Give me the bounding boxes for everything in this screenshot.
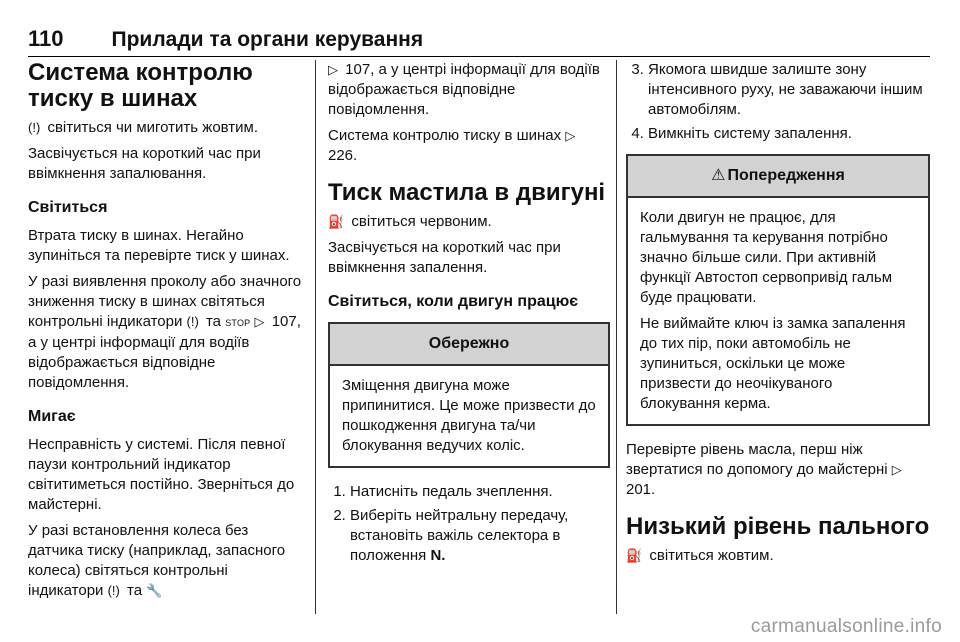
caution-text: Зміщення двигуна може припинитися. Це може призвести до пошкодження двигуна та/чи блокування ведучих коліс.	[342, 377, 596, 454]
service-wrench-icon: 🔧	[146, 583, 163, 598]
warning-box	[626, 154, 930, 426]
tpms-icon: (!)	[28, 120, 41, 135]
page-ref-icon: ▷	[254, 314, 265, 329]
paragraph: Несправність у системі. Після певної паузи контрольний індикатор світитиметься постійно. Зверніться до майстерні.	[28, 436, 295, 513]
paragraph: Засвічується на короткий час при ввімкнення запалення.	[328, 239, 561, 276]
steps-list	[328, 482, 610, 566]
column-2	[328, 60, 610, 570]
subheading-flashing: Мигає	[28, 408, 76, 425]
paragraph: Засвічується на короткий час при ввімкнення запалювання.	[28, 145, 261, 182]
column-divider	[315, 60, 316, 614]
paragraph: Перевірте рівень масла, перш ніж звертатися по допомогу до майстерні ▷ 201.	[626, 441, 902, 498]
page-ref-icon: ▷	[891, 462, 902, 477]
paragraph: ⛽ світиться червоним.	[328, 213, 492, 230]
paragraph: Система контролю тиску в шинах ▷ 226.	[328, 127, 576, 164]
fuel-pump-icon: ⛽	[626, 548, 643, 563]
section-title-oil-pressure: Тиск мастила в двигуні	[328, 179, 606, 206]
watermark: carmanualsonline.info	[750, 616, 942, 637]
paragraph: У разі виявлення проколу або значного зниження тиску в шинах світяться контрольні індикатори (!) та STOP ▷ 107, а у центрі інформації для водіїв відображається відповідне повідомлення.	[28, 273, 302, 391]
column-3	[626, 60, 930, 572]
caution-title: Обережно	[330, 324, 608, 366]
page-ref-icon: ▷	[565, 128, 576, 143]
stop-icon: STOP	[225, 318, 251, 328]
subheading-running: Світиться, коли двигун працює	[328, 293, 579, 310]
oil-can-icon: ⛽	[328, 214, 345, 229]
page-ref-icon: ▷	[328, 62, 338, 77]
paragraph: (!) світиться чи миготить жовтим.	[28, 119, 259, 136]
section-title-low-fuel: Низький рівень пального	[626, 513, 930, 540]
list-item: 3. Якомога швидше залиште зону інтенсивного руху, не заважаючи іншим автомобілям.	[648, 60, 930, 120]
section-title-tpms: Система контролю тиску в шинах	[28, 59, 253, 112]
column-1	[28, 60, 306, 607]
list-item: 2. Виберіть нейтральну передачу, встановіть важіль селектора в положення N.	[350, 506, 610, 566]
paragraph: ▷ 107, а у центрі інформації для водіїв відображається відповідне повідомлення.	[328, 61, 600, 118]
warning-text: Коли двигун не працює, для гальмування та керування потрібно значно більше сили. При активній функції Автостоп сервопривід гальм буде працювати.	[640, 209, 893, 306]
subheading-lit: Світиться	[28, 199, 108, 216]
tpms-icon: (!)	[107, 583, 120, 598]
warning-text: Не виймайте ключ із замка запалення до тих пір, поки автомобіль не зупиниться, оскільки це може призвести до неочікуваного блокування керма.	[640, 315, 906, 412]
paragraph: ⛽ світиться жовтим.	[626, 547, 774, 564]
list-item: 4. Вимкніть систему запалення.	[648, 124, 930, 144]
page-header	[28, 22, 930, 57]
warning-icon: ⚠	[711, 167, 726, 184]
page-number: 110	[28, 26, 64, 51]
page-title: Прилади та органи керування	[111, 28, 424, 51]
caution-box	[328, 322, 610, 468]
warning-title: ⚠ Попередження	[628, 156, 928, 198]
list-item: 1. Натисніть педаль зчеплення.	[350, 482, 610, 502]
tpms-icon: (!)	[186, 314, 199, 329]
steps-list	[626, 60, 930, 144]
paragraph: У разі встановлення колеса без датчика тиску (наприклад, запасного колеса) світяться контрольні індикатори (!) та 🔧	[28, 522, 286, 599]
paragraph: Втрата тиску в шинах. Негайно зупиніться та перевірте тиск у шинах.	[28, 227, 290, 264]
column-divider	[616, 60, 617, 614]
